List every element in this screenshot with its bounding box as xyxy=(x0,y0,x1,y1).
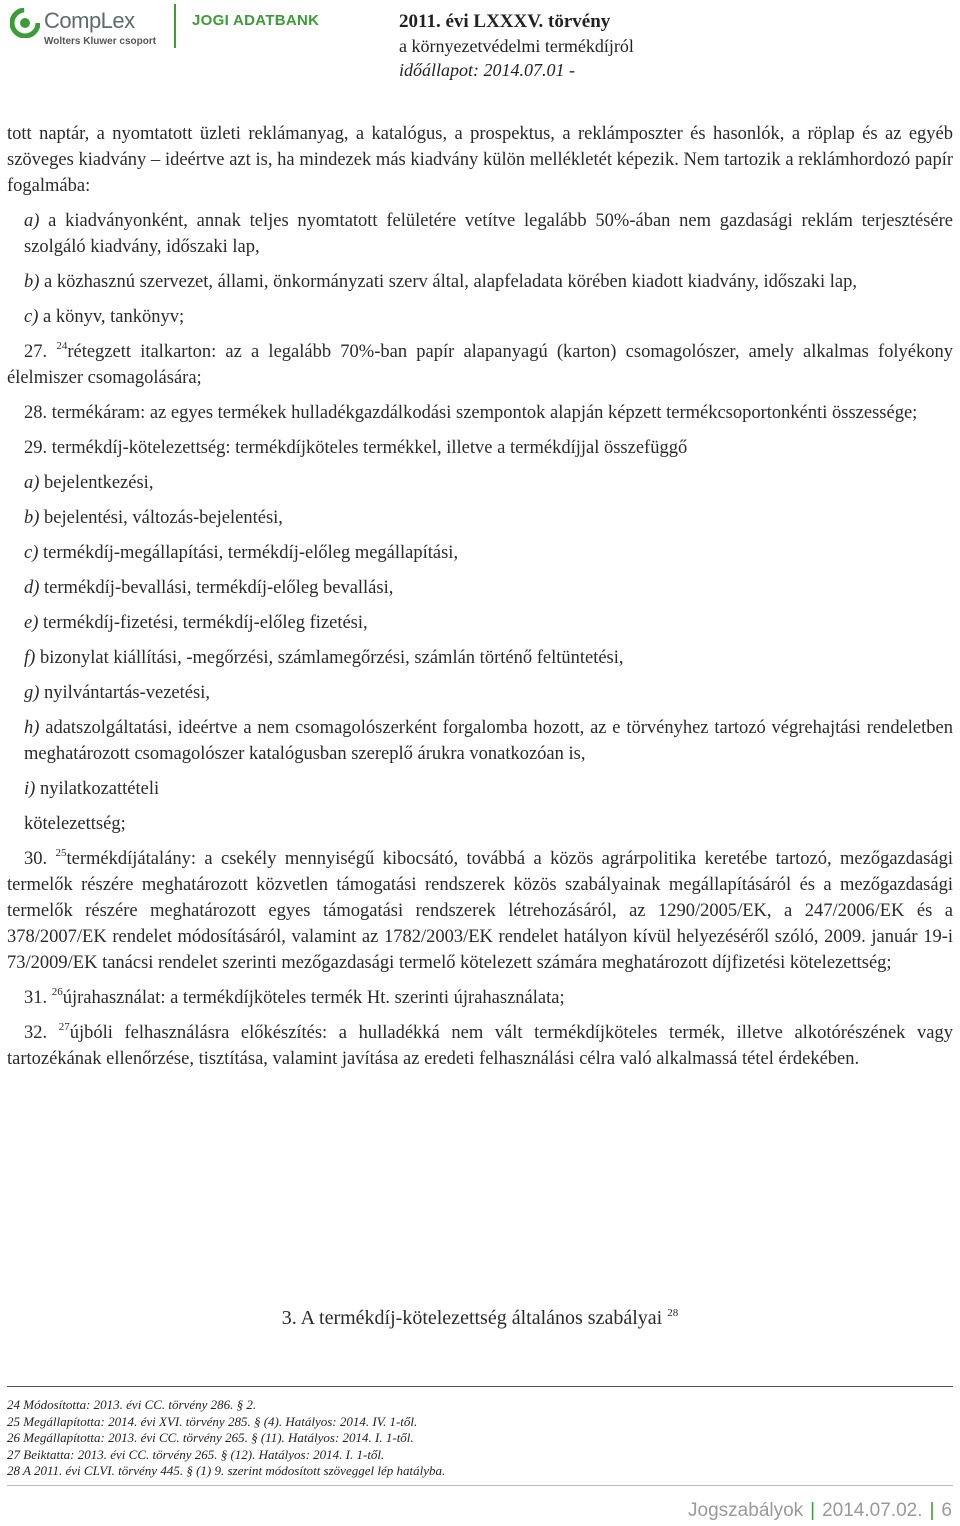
law-title: 2011. évi LXXXV. törvény xyxy=(399,11,611,32)
item-text: bizonylat kiállítási, -megőrzési, számlamegőrzési, számlán történő feltüntetési, xyxy=(35,648,624,668)
section-title-text: 3. A termékdíj-kötelezettség általános szabályai xyxy=(281,1307,668,1329)
item-text: bejelentési, változás-bejelentési, xyxy=(39,508,283,528)
list-item xyxy=(7,645,953,671)
footnote-ref[interactable]: 25 xyxy=(55,847,67,859)
list-item xyxy=(7,575,953,601)
footer-divider xyxy=(7,1485,953,1486)
footnote-ref[interactable]: 24 xyxy=(56,340,68,352)
definition-29: 29. termékdíj-kötelezettség: termékdíjköteles termékkel, illetve a termékdíjjal összefüggő xyxy=(24,438,688,458)
list-item xyxy=(7,470,953,496)
item-text: bejelentkezési, xyxy=(39,473,154,493)
definition-29-end: kötelezettség; xyxy=(24,814,126,834)
def-text: újbóli felhasználásra előkészítés: a hulladékká nem vált termékdíjköteles termék, illetve alkotórészének vagy tartozékának ellenőrzése, tisztítása, valamint javítása az eredeti felhasználási célra való alkalmassá tétel érdekében. xyxy=(7,1023,953,1069)
def-text: termékdíjátalány: a csekély mennyiségű kibocsátó, továbbá a közös agrárpolitika keretébe tartozó, mezőgazdasági termelők részére meghatározott közvetlen támogatási rendszerek közös szabályainak megállapításáról és a mezőgazdasági termelők részére meghatározott egyes támogatási rendszerek létrehozásáról, az 1290/2005/EK, a 247/2006/EK és a 378/2007/EK rendelet módosításáról, valamint az 1782/2003/EK rendelet hatályon kívül helyezéséről szóló, 2009. január 19-i 73/2009/EK tanácsi rendelet szerinti mezőgazdasági termelő kötelezett számára meghatározott díjfizetési kötelezettség; xyxy=(7,849,954,973)
page-footer xyxy=(688,1500,952,1522)
footnote: 28 A 2011. évi CLVI. törvény 445. § (1) 9. szerint módosított szöveggel lép hatályba. xyxy=(7,1463,446,1478)
def-number: 32. xyxy=(24,1023,59,1043)
jogi-adatbank-logo: JOGI ADATBANK xyxy=(192,12,320,29)
complex-logo xyxy=(10,6,165,50)
footnote-ref[interactable]: 26 xyxy=(51,986,63,998)
footnote: 27 Beiktatta: 2013. évi CC. törvény 265. § (12). Hatályos: 2014. I. 1-től. xyxy=(7,1446,385,1462)
footnotes xyxy=(7,1397,445,1480)
definition-28: 28. termékáram: az egyes termékek hulladékgazdálkodási szempontok alapján képzett termékcsoportonkénti összessége; xyxy=(24,403,918,423)
def-number: 27. xyxy=(24,342,57,362)
item-text: adatszolgáltatási, ideértve a nem csomagolószerként forgalomba hozott, az e törvényhez tartozó végrehajtási rendeletben meghatározott csomagolószer katalógusban szereplő árukra vonatkozóan is, xyxy=(24,718,953,764)
page-header xyxy=(0,0,960,82)
item-label: h) xyxy=(24,718,40,738)
item-label: c) xyxy=(24,307,39,327)
footnote-divider xyxy=(7,1386,953,1387)
footer-separator: | xyxy=(929,1500,935,1521)
definition-32 xyxy=(7,1020,953,1072)
def-text: újrahasználat: a termékdíjköteles termék Ht. szerinti újrahasználata; xyxy=(62,988,565,1008)
item-text: a közhasznú szervezet, állami, önkormányzati szerv által, alapfeladata körében kiadott kiadvány, időszaki lap, xyxy=(39,272,858,292)
def-text: rétegzett italkarton: az a legalább 70%-ban papír alapanyagú (karton) csomagolószer, amely alkalmas folyékony élelmiszer csomagolására; xyxy=(7,342,954,388)
definition-31 xyxy=(7,985,953,1011)
complex-logo-icon xyxy=(10,8,40,38)
list-item xyxy=(7,715,953,767)
item-text: termékdíj-bevallási, termékdíj-előleg bevallási, xyxy=(39,578,394,598)
item-label: b) xyxy=(24,508,40,528)
complex-logo-subtitle: Wolters Kluwer csoport xyxy=(44,36,157,47)
header-title-block xyxy=(399,10,634,82)
item-text: termékdíj-megállapítási, termékdíj-előleg megállapítási, xyxy=(38,543,459,563)
footnote: 24 Módosította: 2013. évi CC. törvény 286. § 2. xyxy=(7,1397,257,1412)
list-item xyxy=(7,304,953,330)
item-text: nyilvántartás-vezetési, xyxy=(39,683,210,703)
footer-date: 2014.07.02. xyxy=(822,1500,923,1521)
footnote: 26 Megállapította: 2013. évi CC. törvény 265. § (11). Hatályos: 2014. I. 1-től. xyxy=(7,1430,414,1445)
footer-separator: | xyxy=(810,1500,816,1521)
footer-label: Jogszabályok xyxy=(688,1500,804,1521)
definition-29-items xyxy=(7,470,953,802)
item-label: a) xyxy=(24,211,40,231)
list-item xyxy=(7,505,953,531)
footnote: 25 Megállapította: 2014. évi XVI. törvény 285. § (4). Hatályos: 2014. IV. 1-től. xyxy=(7,1413,418,1429)
list-item xyxy=(7,610,953,636)
law-subject: a környezetvédelmi termékdíjról xyxy=(399,36,634,56)
item-text: a könyv, tankönyv; xyxy=(38,307,185,327)
item-label: b) xyxy=(24,272,40,292)
paragraph: tott naptár, a nyomtatott üzleti reklámanyag, a katalógus, a prospektus, a reklámposzter és hasonlók, a röplap és az egyéb szöveges kiadvány – ideértve azt is, ha mindezek más kiadvány külön mellékletét képezik. Nem tartozik a reklámhordozó papír fogalmába: xyxy=(7,124,953,196)
item-label: g) xyxy=(24,683,40,703)
section-title xyxy=(0,1307,960,1330)
logo-divider xyxy=(174,4,176,48)
item-label: i) xyxy=(24,779,36,799)
item-label: d) xyxy=(24,578,40,598)
list-item xyxy=(7,208,953,260)
list-item xyxy=(7,269,953,295)
list-item xyxy=(7,776,953,802)
item-label: f) xyxy=(24,648,36,668)
item-text: a kiadványonként, annak teljes nyomtatott felületére vetítve legalább 50%-ában nem gazdasági reklám terjesztésére szolgáló kiadvány, időszaki lap, xyxy=(24,211,953,257)
item-text: termékdíj-fizetési, termékdíj-előleg fizetési, xyxy=(38,613,368,633)
item-label: e) xyxy=(24,613,39,633)
definition-27 xyxy=(7,339,953,391)
time-state: időállapot: 2014.07.01 - xyxy=(399,60,575,80)
item-text: nyilatkozattételi xyxy=(35,779,160,799)
document-body xyxy=(7,121,953,1081)
list-item xyxy=(7,540,953,566)
def-number: 30. xyxy=(24,849,56,869)
page-number: 6 xyxy=(941,1500,952,1521)
item-label: c) xyxy=(24,543,39,563)
complex-logo-name: CompLex xyxy=(44,8,135,33)
footnote-ref[interactable]: 27 xyxy=(58,1021,70,1033)
definition-30 xyxy=(7,846,953,976)
list-item xyxy=(7,680,953,706)
def-number: 31. xyxy=(24,988,52,1008)
item-label: a) xyxy=(24,473,40,493)
footnote-ref[interactable]: 28 xyxy=(667,1307,679,1319)
